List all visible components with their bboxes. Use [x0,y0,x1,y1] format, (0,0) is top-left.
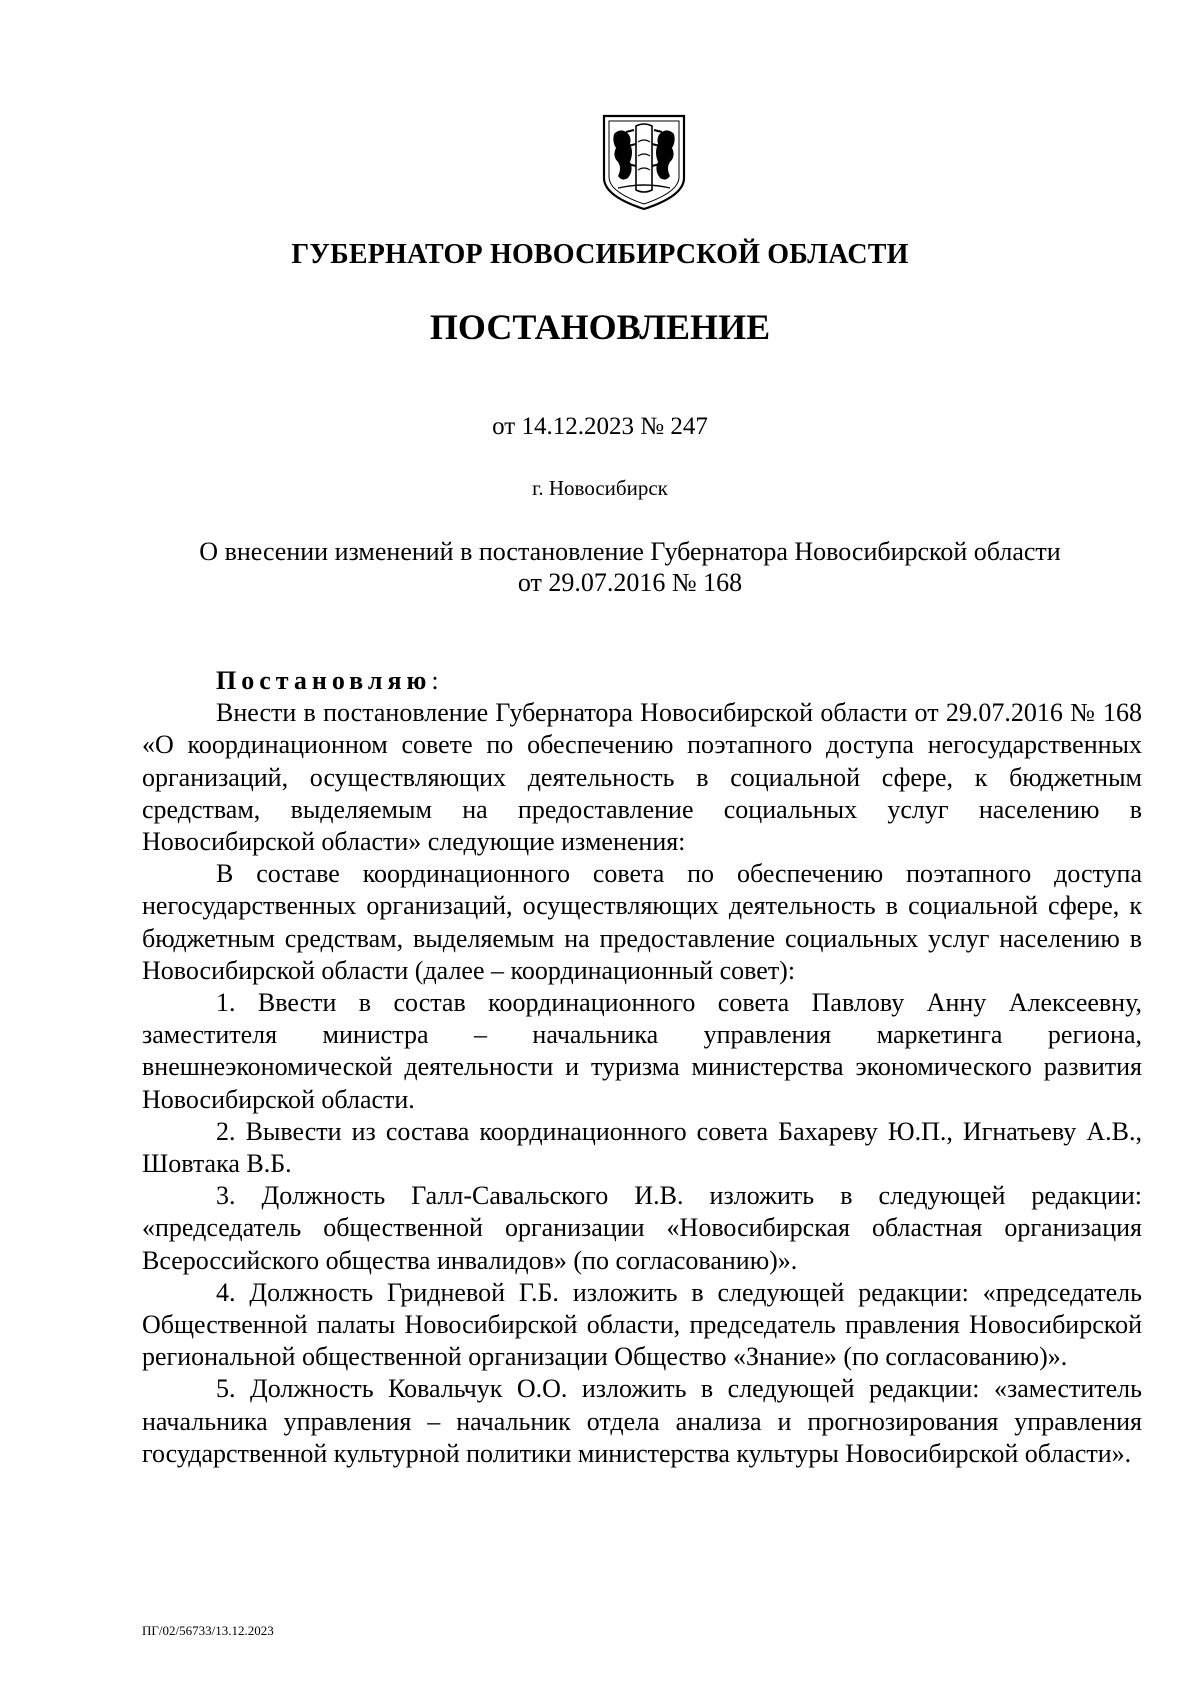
decree-colon: : [431,666,439,695]
authority-heading: ГУБЕРНАТОР НОВОСИБИРСКОЙ ОБЛАСТИ [291,239,909,270]
footer-document-code: ПГ/02/56733/13.12.2023 [142,1623,274,1638]
document-title [140,536,1120,598]
decree-line [142,665,1142,697]
title-line-1: О внесении изменений в постановление Губернатора Новосибирской области [199,537,1061,566]
date-number-line: от 14.12.2023 № 247 [492,413,708,440]
decree-word: Постановляю [216,666,432,695]
title-line-2: от 29.07.2016 № 168 [517,568,743,597]
paragraph-item-5: 5. Должность Ковальчук О.О. изложить в следующей редакции: «заместитель начальника управления – начальник отдела анализа и прогнозирования управления государственной культурной политики министерства культуры Новосибирской области». [142,1374,1142,1468]
document-type-heading: ПОСТАНОВЛЕНИЕ [429,307,771,347]
paragraph-composition: В составе координационного совета по обеспечению поэтапного доступа негосударственных организаций, осуществляющих деятельность в социальной сфере, к бюджетным средствам, выделяемым на предоставление социальных услуг населению в Новосибирской области (далее – координационный совет): [142,859,1142,985]
paragraph-item-3: 3. Должность Галл-Савальского И.В. изложить в следующей редакции: «председатель общественной организации «Новосибирская областная организация Всероссийского общества инвалидов» (по согласованию)». [142,1181,1142,1275]
coat-of-arms-icon [600,112,688,212]
document-body [142,665,1142,1470]
paragraph-item-1: 1. Ввести в состав координационного совета Павлову Анну Алексеевну, заместителя министра – начальника управления маркетинга региона, внешнеэкономической деятельности и туризма министерства экономического развития Новосибирской области. [142,988,1142,1114]
paragraph-intro: Внести в постановление Губернатора Новосибирской области от 29.07.2016 № 168 «О координационном совете по обеспечению поэтапного доступа негосударственных организаций, осуществляющих деятельность в социальной сфере, к бюджетным средствам, выделяемым на предоставление социальных услуг населению в Новосибирской области» следующие изменения: [142,698,1142,857]
city-line: г. Новосибирск [532,476,668,500]
paragraph-item-2: 2. Вывести из состава координационного совета Бахареву Ю.П., Игнатьеву А.В., Шовтака В.Б. [142,1116,1142,1179]
paragraph-item-4: 4. Должность Гридневой Г.Б. изложить в следующей редакции: «председатель Общественной палаты Новосибирской области, председатель правления Новосибирской региональной общественной организации Общество «Знание» (по согласованию)». [142,1277,1142,1372]
